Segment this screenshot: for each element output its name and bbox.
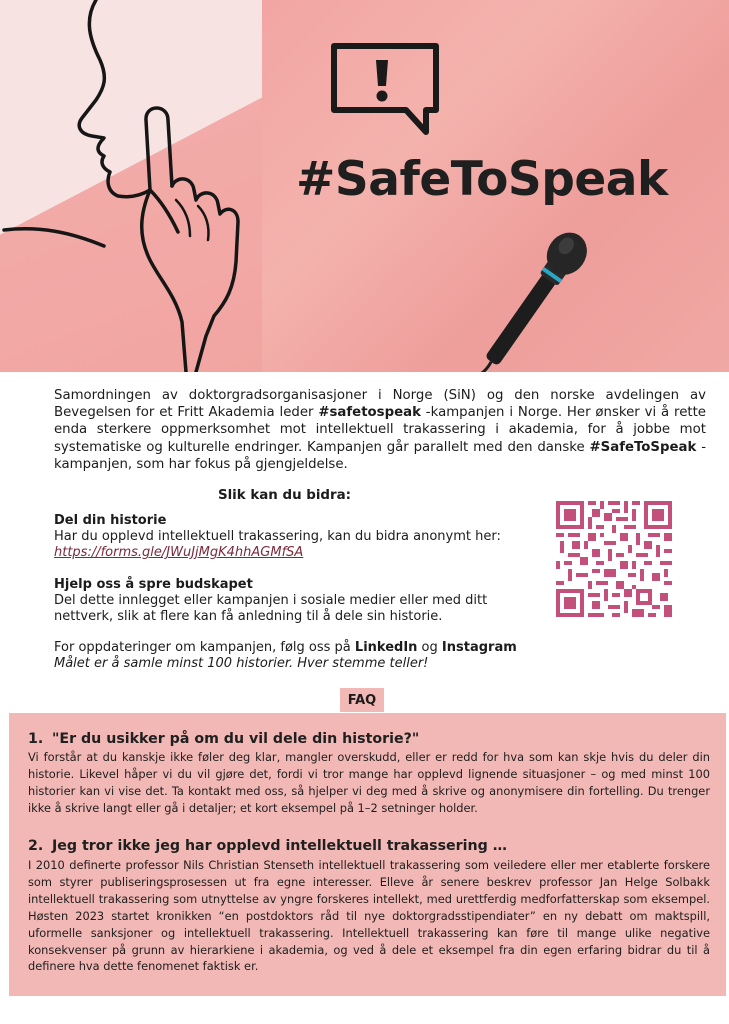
spread-text: Del dette innlegget eller kampanjen i sosiale medier eller med ditt nettverk, slik at flere kan få anledning til å dele sin historie.: [54, 593, 488, 625]
faq-question-2: [28, 838, 507, 854]
share-form-link[interactable]: https://forms.gle/JWuJjMgK4hhAGMfSA: [54, 545, 304, 561]
instagram-link[interactable]: Instagram: [441, 640, 517, 655]
faq-number-2: 2.: [28, 838, 44, 854]
faq-answer-2: I 2010 definerte professor Nils Christian Stenseth intellektuell trakassering som veiledere eller mer etablerte forskere som styrer publiseringsprosessen ut fra egne interesser. Elleve år senere beskrev professor Jan Helge Solbakk intellektuell trakassering som utnyttelse av yngre forskeres intellekt, med urettferdig medforfatterskap som eksempel. Høsten 2023 startet kronikken “en postdoktors råd til nye doktorgradsstipendiater” en ny debatt om maktspill, uformelle sanksjoner og intellektuell trakassering. Intellektuell trakassering kan føre til mange ulike negative konsekvenser på grunn av hierarkiene i akademia, og ved å dele et eksempel fra din egen erfaring bidrar du til å definere hva dette fenomenet faktisk er.: [28, 858, 710, 974]
intro-text-3: -kampanjen, som har fokus på gjengjeldelse.: [54, 439, 706, 472]
faq-question-1-text: "Er du usikker på om du vil dele din historie?": [52, 731, 420, 747]
updates-section: [54, 640, 574, 672]
share-text: Har du opplevd intellektuell trakassering, kan du bidra anonymt her:: [54, 529, 501, 545]
faq-number-1: 1.: [28, 731, 44, 747]
updates-and: og: [417, 640, 442, 655]
faq-question-2-text: Jeg tror ikke jeg har opplevd intellektuell trakassering …: [52, 838, 507, 854]
contribute-title: Slik kan du bidra:: [217, 488, 352, 503]
intro-text-2: -kampanjen i Norge. Her ønsker vi å rette enda sterkere oppmerksomhet mot intellektuell trakassering i akademia, for å jobbe mot systematiske og kulturelle endringer. Kampanjen går parallelt med den danske: [54, 405, 706, 455]
alert-speech-bubble-icon: [334, 46, 436, 132]
faq-question-1: [28, 731, 419, 747]
intro-tag-2: #SafeToSpeak: [589, 439, 697, 455]
faq-answer-1: Vi forstår at du kanskje ikke føler deg klar, mangler overskudd, eller er redd for hva som kan skje hvis du deler din historie. Likevel håper vi du vil gjøre det, fordi vi tror mange har opplevd lignende situasjoner – og med minst 100 historier kan vi vise det. Ta kontakt med oss, så hjelper vi deg med å skrive og anonymisere din fortelling. Du trenger ikke å skrive langt eller gå i detaljer; et kort eksempel på 1–2 setninger holder.: [28, 750, 710, 815]
qr-code[interactable]: [556, 501, 672, 617]
campaign-hashtag: #SafeToSpeak: [296, 152, 668, 207]
hero-banner: [0, 0, 729, 372]
microphone-icon: [456, 225, 595, 372]
goal-text: Målet er å samle minst 100 historier. Hver stemme teller!: [54, 656, 429, 672]
share-heading: Del din historie: [54, 513, 167, 528]
intro-paragraph: [54, 387, 706, 473]
spread-message-section: [54, 577, 514, 626]
share-story-section: [54, 513, 534, 562]
updates-prefix: For oppdateringer om kampanjen, følg oss på: [54, 640, 355, 655]
linkedin-link[interactable]: LinkedIn: [354, 640, 418, 655]
intro-text-1: Samordningen av doktorgradsorganisasjoner i Norge (SiN) og den norske avdelingen av Bevegelsen for et Fritt Akademia leder: [54, 388, 706, 421]
faq-label: FAQ: [340, 688, 384, 712]
intro-tag-1: #safetospeak: [318, 405, 421, 421]
spread-heading: Hjelp oss å spre budskapet: [54, 577, 253, 592]
